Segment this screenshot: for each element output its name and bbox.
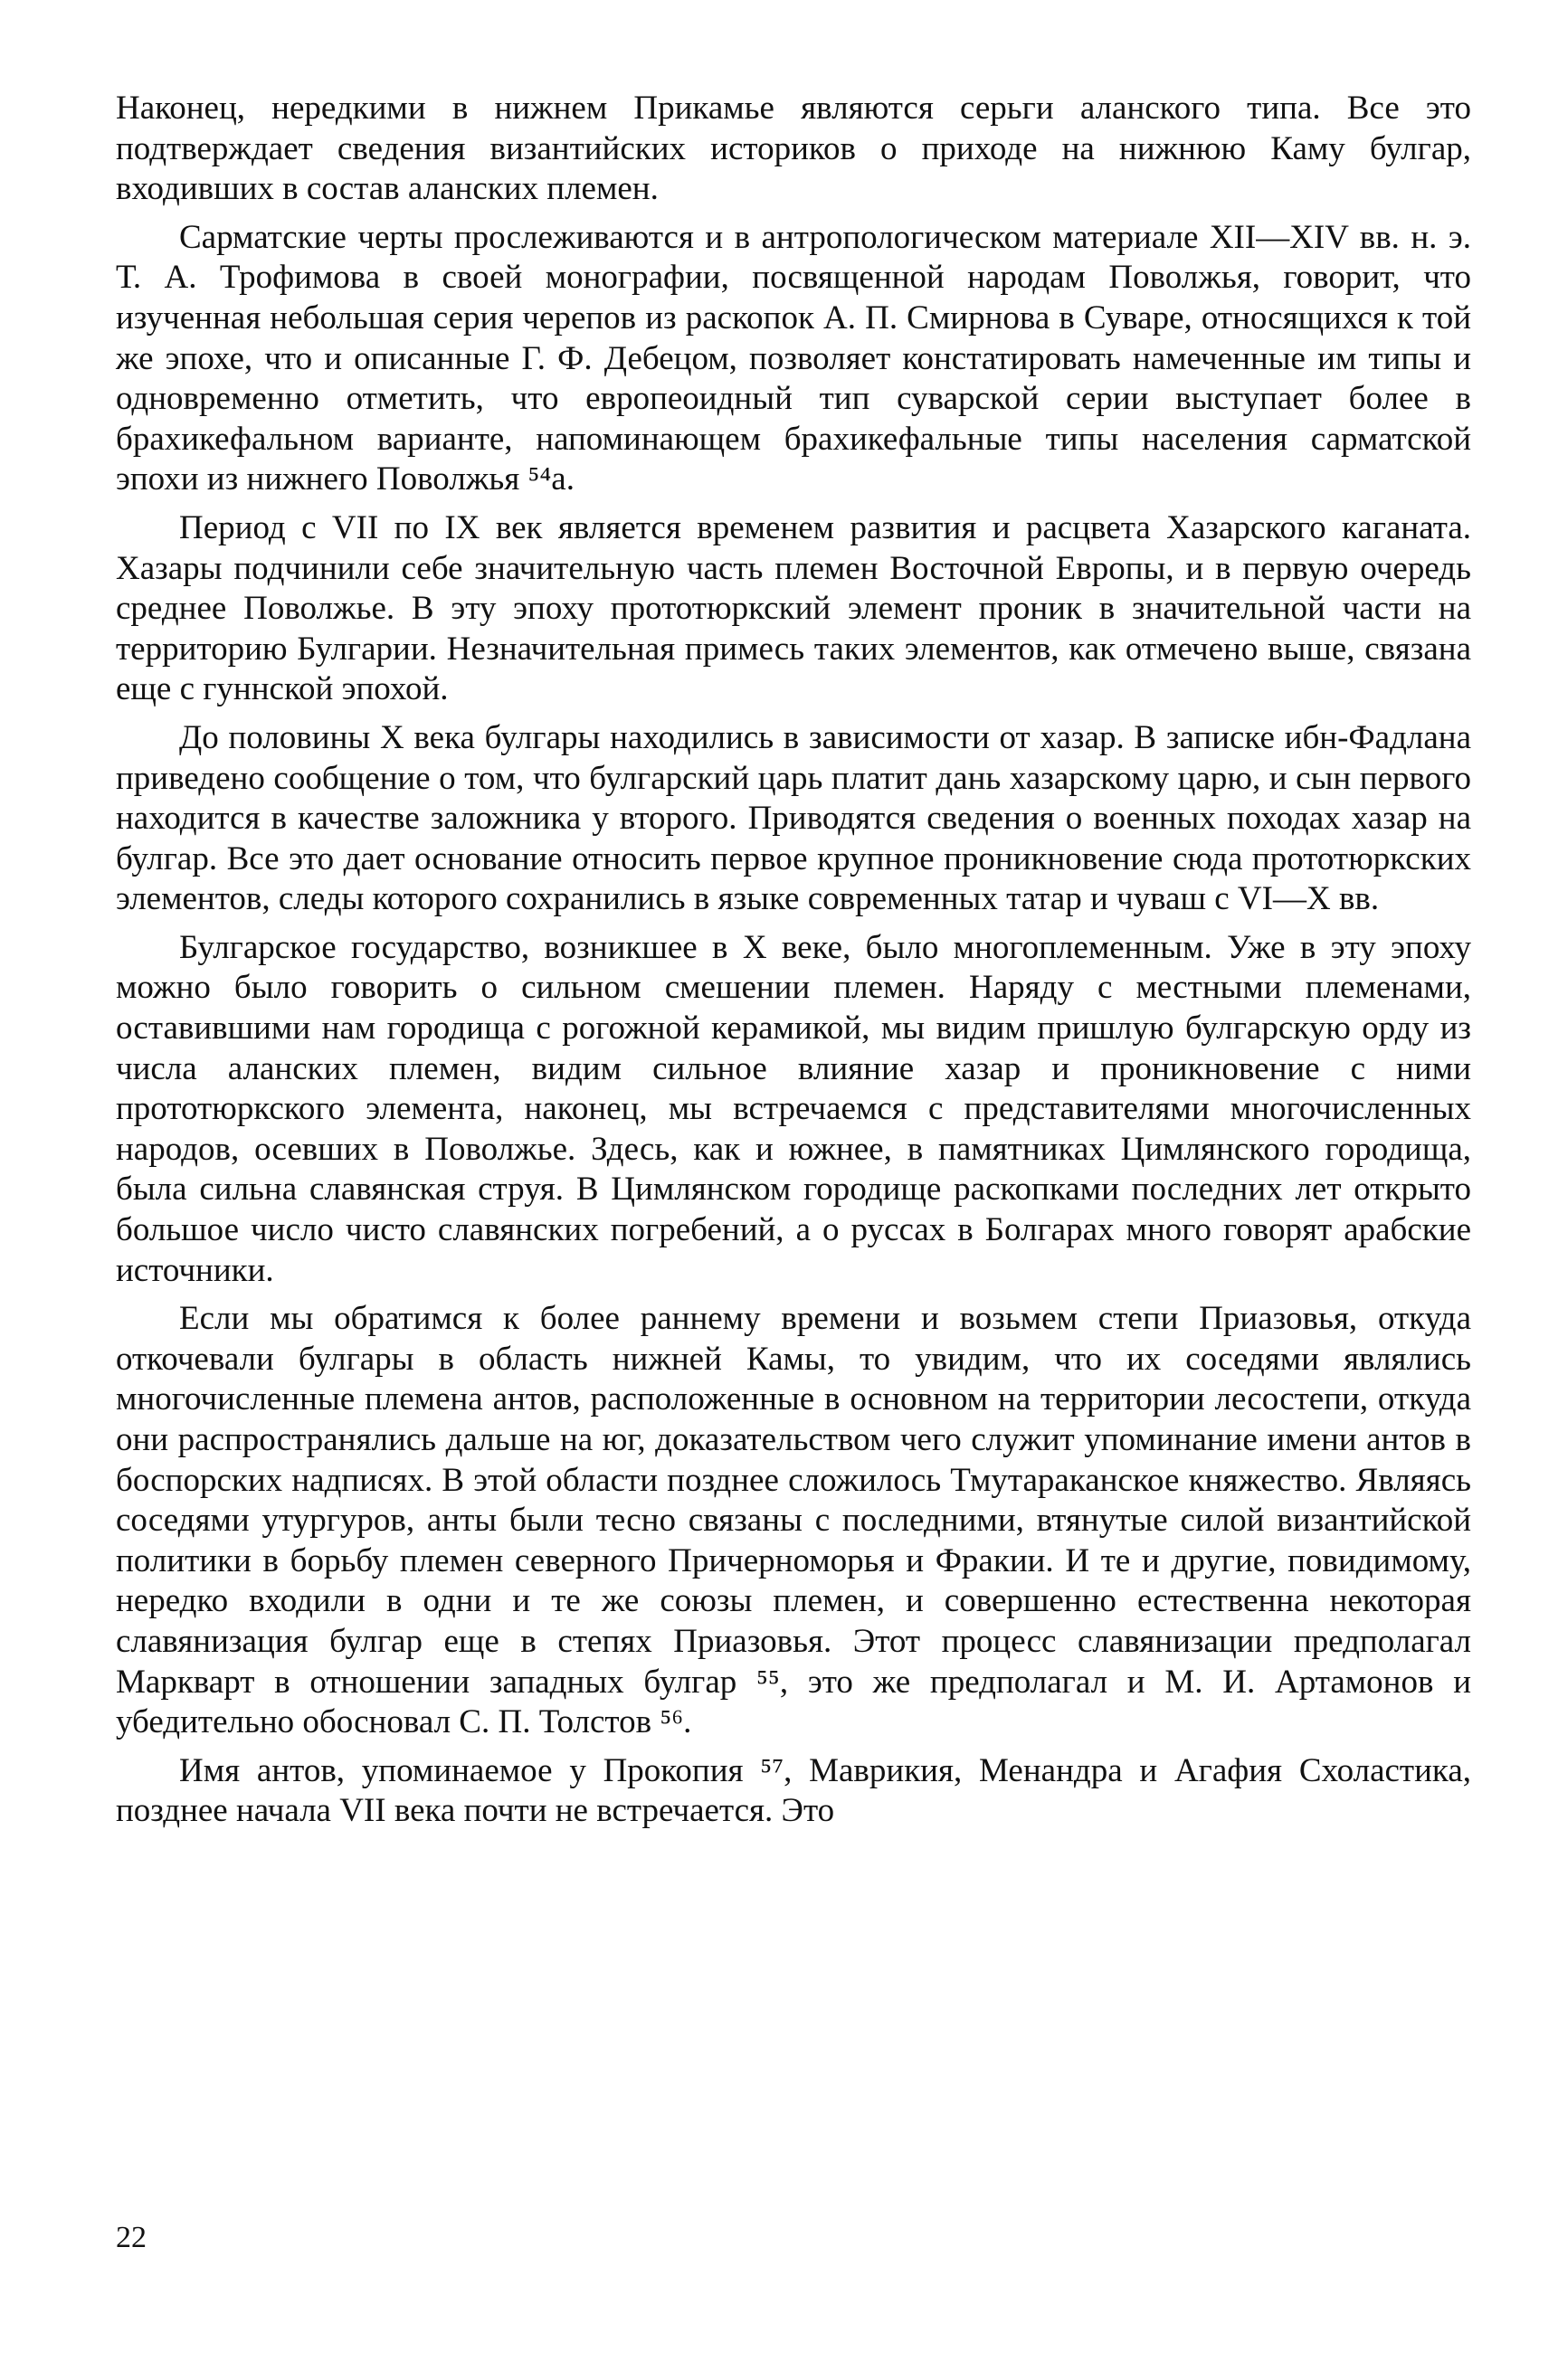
paragraph-3: Период с VII по IX век является временем развития и расцвета Хазарского каганата. Хазары подчинили себе значительную часть племен Восточной Европы, и в первую очередь среднее Поволжье. В эту эпоху прототюркский элемент проник в значительной части на территорию Булгарии. Незначительная примесь таких элементов, как отмечено выше, связана еще с гуннской эпохой. (116, 508, 1471, 708)
paragraph-6: Если мы обратимся к более раннему времени и возьмем степи Приазовья, откуда откочевали булгары в область нижней Камы, то увидим, что их соседями являлись многочисленные племена антов, расположенные в основном на территории лесостепи, откуда они распространялись дальше на юг, доказательством чего служит упоминание имени антов в боспорских надписях. В этой области позднее сложилось Тмутараканское княжество. Являясь соседями утургуров, анты были тесно связаны с последними, втянутые силой византийской политики в борьбу племен северного Причерноморья и Фракии. И те и другие, повидимому, нередко входили в одни и те же союзы племен, и совершенно естественна некоторая славянизация булгар еще в степях Приазовья. Этот процесс славянизации предполагал Маркварт в отношении западных булгар ⁵⁵, это же предполагал и М. И. Артамонов и убедительно обосновал С. П. Толстов ⁵⁶. (116, 1300, 1471, 1741)
page-body (116, 89, 1471, 1832)
paragraph-1: Наконец, нередкими в нижнем Прикамье являются серьги аланского типа. Все это подтверждает сведения византийских историков о приходе на нижнюю Каму булгар, входивших в состав аланских племен. (116, 90, 1471, 208)
paragraph-7: Имя антов, упоминаемое у Прокопия ⁵⁷, Маврикия, Менандра и Агафия Схоластика, позднее начала VII века почти не встречается. Это (116, 1751, 1471, 1830)
paragraph-4: До половины X века булгары находились в зависимости от хазар. В записке ибн-Фадлана приведено сообщение о том, что булгарский царь платит дань хазарскому царю, и сын первого находится в качестве заложника у второго. Приводятся сведения о военных походах хазар на булгар. Все это дает основание относить первое крупное проникновение сюда прототюркских элементов, следы которого сохранились в языке современных татар и чуваш с VI—X вв. (116, 718, 1471, 918)
page-number: 22 (116, 2221, 147, 2254)
paragraph-2: Сарматские черты прослеживаются и в антропологическом материале XII—XIV вв. н. э. Т. А. Трофимова в своей монографии, посвященной народам Поволжья, говорит, что изученная небольшая серия черепов из раскопок А. П. Смирнова в Суваре, относящихся к той же эпохе, что и описанные Г. Ф. Дебецом, позволяет констатировать намеченные им типы и одновременно отметить, что европеоидный тип суварской серии выступает более в брахикефальном варианте, напоминающем брахикефальные типы населения сарматской эпохи из нижнего Поволжья ⁵⁴а. (116, 218, 1471, 498)
paragraph-5: Булгарское государство, возникшее в X веке, было многоплеменным. Уже в эту эпоху можно было говорить о сильном смешении племен. Наряду с местными племенами, оставившими нам городища с рогожной керамикой, мы видим пришлую булгарскую орду из числа аланских племен, видим сильное влияние хазар и проникновение с ними прототюркского элемента, наконец, мы встречаемся с представителями многочисленных народов, осевших в Поволжье. Здесь, как и южнее, в памятниках Цимлянского городища, была сильна славянская струя. В Цимлянском городище раскопками последних лет открыто большое число чисто славянских погребений, а о руссах в Болгарах много говорят арабские источники. (116, 928, 1471, 1289)
